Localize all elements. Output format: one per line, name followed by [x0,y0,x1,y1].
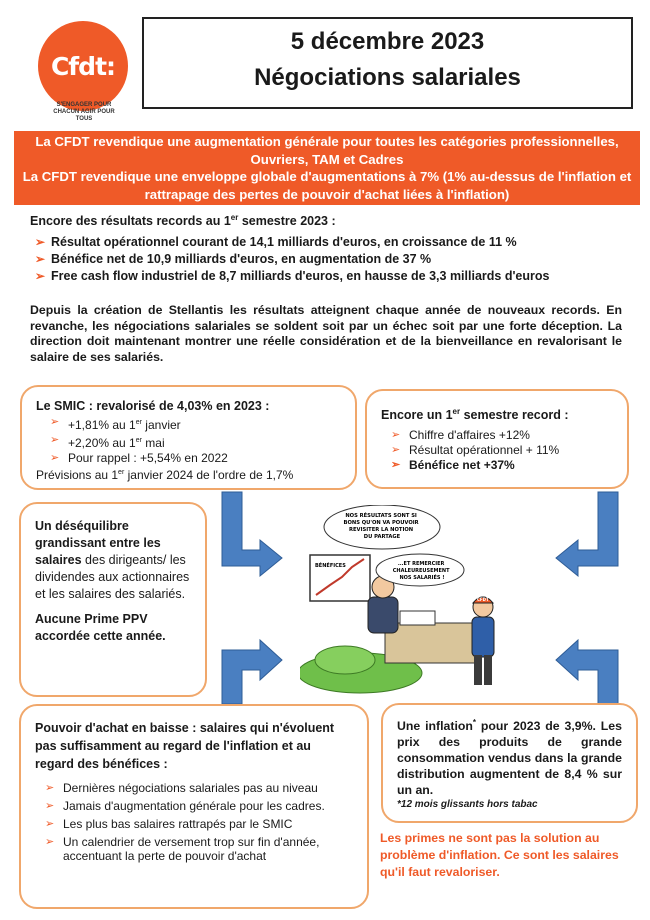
page-date: 5 décembre 2023 [290,28,485,55]
list-item: ➢ Bénéfice net +37% [387,458,613,473]
list-item: ➢ +2,20% au 1er mai [46,433,341,451]
svg-text:BÉNÉFICES: BÉNÉFICES [315,563,346,569]
list-item: ➢ Résultat opérationnel courant de 14,1 milliards d'euros, en croissance de 11 % [30,235,622,250]
smic-heading: Le SMIC : revalorisé de 4,03% en 2023 : [36,399,270,413]
semester-list [387,428,613,473]
list-item: ➢ +1,81% au 1er janvier [46,415,341,433]
svg-text:...ET REMERCIER CHALEUREUS: ...ET REMERCIER CHALEUREUSEMENT NOS SALARIÉS ! [392,561,450,581]
svg-text:CFDT: CFDT [477,597,489,602]
logo-tagline: S'ENGAGER POUR CHACUN AGIR POUR TOUS [53,102,115,122]
arrow-icon [222,492,282,576]
list-item: ➢ Les plus bas salaires rattrapés par le SMIC [41,817,353,831]
inflation-text: Une inflation* pour 2023 de 3,9%. Les prix des produits de grande consommation vendus dans la grande distribution augmentent de 8,4 % sur un an. [397,718,622,798]
smic-list [46,415,341,466]
banner-line-2: La CFDT revendique une enveloppe globale d'augmentations à 7% (1% au-dessus de l'inflation et rattrapage des pertes de pouvoir d'achat liées à l'inflation) [22,169,632,202]
list-item: ➢ Free cash flow industriel de 8,7 milliards d'euros, en hausse de 3,3 milliards d'euros [30,269,622,284]
semester-box [365,389,629,489]
arrow-icon [556,640,618,704]
results-lead: Encore des résultats records au 1er semestre 2023 : [30,213,336,229]
svg-text:NOS RÉSULTATS SONT SI BONS: NOS RÉSULTATS SONT SI BONS QU'ON VA POUVOIR REVISITER LA NOTION DU PARTAGE [343,513,419,540]
smic-forecast: Prévisions au 1er janvier 2024 de l'ordre de 1,7% [36,468,294,482]
semester-heading: Encore un 1er semestre record : [381,407,569,423]
page-title: Négociations salariales [254,64,521,91]
logo-text: Cfdt: [50,51,116,81]
list-item: ➢ Pour rappel : +5,54% en 2022 [46,451,341,466]
bonus-statement: Les primes ne sont pas la solution au problème d'inflation. Ce sont les salaires qu'il faut revaloriser. [380,831,619,879]
list-item: ➢ Dernières négociations salariales pas au niveau [41,781,353,795]
list-item: ➢ Chiffre d'affaires +12% [387,428,613,443]
arrow-icon [222,640,282,704]
purchasing-power-list [41,781,353,863]
arrow-icon [556,492,618,576]
banner-line-1: La CFDT revendique une augmentation générale pour toutes les catégories professionnelles, Ouvriers, TAM et Cadres [35,134,619,167]
imbalance-box [19,502,207,697]
purchasing-power-heading: Pouvoir d'achat en baisse : salaires qui n'évoluent pas suffisamment au regard de l'inflation et au regard des bénéfices : [35,721,335,771]
ppv-note: Aucune Prime PPV accordée cette année. [35,612,166,643]
cartoon-illustration [300,505,550,695]
list-item: ➢ Bénéfice net de 10,9 milliards d'euros, en augmentation de 37 % [30,252,622,267]
imbalance-text: Un déséquilibre grandissant entre les salaires des dirigeants/ les dividendes aux actionnaires et les salaires des salariés. [35,519,190,601]
list-item: ➢ Un calendrier de versement trop sur fin d'année, accentuant la perte de pouvoir d'achat [41,835,353,863]
inflation-note: *12 mois glissants hors tabac [397,799,538,811]
purchasing-power-box [19,704,369,909]
inflation-box [381,703,638,823]
list-item: ➢ Jamais d'augmentation générale pour les cadres. [41,799,353,813]
intro-paragraph: Depuis la création de Stellantis les résultats atteignent chaque année de nouveaux records. En revanche, les négociations salariales se soldent soit par un échec soit par une forte déception. La direction doit maintenant montrer une réelle considération et de la bienveillance en revalorisant le salaire de ses salariés. [30,303,622,364]
smic-box [20,385,357,490]
list-item: ➢ Résultat opérationnel + 11% [387,443,613,458]
